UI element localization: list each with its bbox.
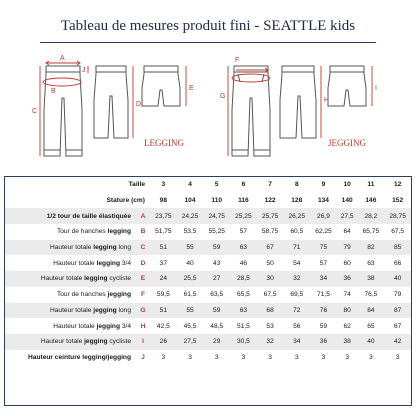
value-cell: 3: [161, 353, 166, 361]
dim-label-f: F: [235, 57, 240, 64]
row-code: H: [140, 322, 146, 330]
value-cell: 55: [177, 303, 204, 319]
value-cell: 3: [214, 353, 219, 361]
value-cell: 85: [384, 240, 411, 256]
value-cell: 87: [384, 303, 411, 319]
size-cell: 3: [161, 181, 166, 189]
value-cell: 27,5: [337, 208, 358, 224]
value-cell: 32: [283, 271, 310, 287]
value-cell: 3: [395, 353, 400, 361]
size-cell: 8: [294, 181, 299, 189]
value-cell: 37: [159, 259, 168, 267]
value-cell: 27,5: [177, 334, 204, 350]
size-cell: 7: [268, 181, 272, 189]
value-cell: 3: [268, 353, 272, 361]
value-cell: 79: [393, 291, 402, 299]
value-cell: 43: [213, 259, 221, 267]
value-cell: 50: [266, 259, 274, 267]
value-cell: 71: [283, 240, 310, 256]
row-code: A: [136, 208, 150, 224]
value-cell: 65,75: [362, 228, 380, 236]
row-label: Hauteur totale legging long: [5, 240, 136, 256]
value-cell: 51,75: [155, 228, 172, 236]
value-cell: 60: [343, 259, 351, 267]
value-cell: 38: [358, 271, 385, 287]
row-code: C: [136, 240, 150, 256]
value-cell: 24,25: [177, 208, 204, 224]
size-chart-table: [4, 176, 412, 406]
jegging-cycling-sketch: [328, 66, 366, 106]
dim-label-a: A: [60, 55, 65, 62]
value-cell: 3: [188, 353, 192, 361]
table-row: [5, 287, 411, 303]
value-cell: 3: [241, 353, 246, 361]
stature-cell: 116: [238, 197, 249, 205]
value-cell: 25,75: [257, 208, 284, 224]
value-cell: 3: [321, 353, 326, 361]
stature-cell: 110: [211, 197, 223, 205]
title-divider: [40, 42, 376, 43]
legging-caption: LEGGING: [144, 138, 184, 148]
value-cell: 67,5: [391, 228, 405, 236]
row-label: Tour de hanches legging: [56, 228, 131, 236]
value-cell: 79: [337, 240, 358, 256]
dim-label-i: I: [375, 85, 377, 92]
row-code: G: [136, 303, 150, 319]
row-label: Hauteur totale jegging 3/4: [53, 322, 131, 330]
size-cell: 4: [188, 181, 192, 189]
row-label: Tour de hanches jegging: [56, 291, 131, 299]
row-label: 1/2 tour de taille élastiquée: [5, 208, 136, 224]
value-cell: 63: [230, 303, 257, 319]
value-cell: 55,25: [208, 228, 225, 236]
value-cell: 62: [343, 322, 351, 330]
value-cell: 59,5: [156, 291, 170, 299]
value-cell: 84: [358, 303, 385, 319]
value-cell: 56: [293, 322, 301, 330]
value-cell: 51,5: [236, 322, 250, 330]
row-label: Hauteur totale jegging long: [5, 303, 136, 319]
value-cell: 80: [337, 303, 358, 319]
table-row: [5, 303, 411, 319]
value-cell: 26: [150, 334, 177, 350]
garment-diagram: [0, 50, 416, 174]
stature-cell: 122: [264, 197, 276, 205]
value-cell: 45,5: [183, 322, 197, 330]
value-cell: 69,5: [290, 291, 304, 299]
value-cell: 60,5: [290, 228, 304, 236]
stature-cell: 146: [365, 197, 377, 205]
value-cell: 40: [384, 271, 411, 287]
value-cell: 32: [257, 334, 284, 350]
size-header-label: Taille: [128, 181, 145, 189]
value-cell: 63: [230, 240, 257, 256]
value-cell: 59: [203, 240, 230, 256]
dim-label-g: G: [220, 93, 226, 100]
stature-header-label: Stature (cm): [106, 197, 145, 205]
value-cell: 63,5: [210, 291, 224, 299]
value-cell: 58,75: [261, 228, 279, 236]
size-cell: 11: [367, 181, 375, 189]
header-size-row: [5, 177, 411, 193]
size-cell: 12: [393, 181, 402, 189]
value-cell: 61,5: [183, 291, 197, 299]
row-label: Hauteur totale legging cycliste: [5, 271, 136, 287]
table-row: [5, 318, 411, 334]
value-cell: 24: [150, 271, 177, 287]
value-cell: 74: [343, 291, 351, 299]
value-cell: 51: [150, 240, 177, 256]
stature-cell: 104: [184, 197, 196, 205]
size-cell: 6: [241, 181, 246, 189]
value-cell: 54: [293, 259, 301, 267]
value-cell: 48,5: [210, 322, 224, 330]
value-cell: 26,25: [283, 208, 310, 224]
value-cell: 23,75: [150, 208, 177, 224]
value-cell: 46: [239, 259, 248, 267]
dim-label-c: C: [32, 108, 38, 115]
value-cell: 57: [239, 228, 248, 236]
stature-cell: 98: [159, 197, 168, 205]
row-label: Hauteur ceinture legging/jegging: [28, 353, 131, 361]
dim-label-h: H: [324, 97, 330, 104]
row-code: J: [141, 353, 145, 361]
value-cell: 67: [393, 322, 402, 330]
jegging-caption: JEGGING: [328, 138, 366, 148]
legging-three-quarter-sketch: [94, 66, 128, 138]
value-cell: 72: [283, 303, 310, 319]
value-cell: 51: [150, 303, 177, 319]
value-cell: 67,5: [263, 291, 277, 299]
stature-cell: 134: [317, 197, 329, 205]
table-row: [5, 350, 411, 366]
value-cell: 65: [367, 322, 375, 330]
table-row: [5, 271, 411, 287]
row-code: I: [136, 334, 150, 350]
value-cell: 28,2: [358, 208, 385, 224]
value-cell: 40: [186, 259, 194, 267]
value-cell: 40: [358, 334, 385, 350]
row-code: F: [140, 291, 146, 299]
value-cell: 62,25: [315, 228, 332, 236]
stature-cell: 128: [291, 197, 303, 205]
row-label: Hauteur totale legging 3/4: [53, 259, 131, 267]
value-cell: 28,5: [230, 271, 257, 287]
value-cell: 30: [257, 271, 284, 287]
value-cell: 71,5: [317, 291, 330, 299]
value-cell: 3: [345, 353, 350, 361]
value-cell: 27: [203, 271, 230, 287]
jegging-three-quarter-sketch: [280, 66, 316, 138]
size-cell: 5: [214, 181, 219, 189]
value-cell: 68: [257, 303, 284, 319]
value-cell: 63: [367, 259, 375, 267]
stature-cell: 152: [392, 197, 404, 205]
dim-label-j: J: [82, 67, 86, 74]
value-cell: 42,5: [156, 322, 170, 330]
header-stature-row: [5, 193, 411, 209]
dim-line-f: [232, 74, 270, 82]
value-cell: 59: [203, 303, 230, 319]
value-cell: 65,5: [236, 291, 250, 299]
value-cell: 76,5: [364, 291, 378, 299]
table-row: [5, 224, 411, 240]
value-cell: 67: [257, 240, 284, 256]
table-row: [5, 255, 411, 271]
row-label: Hauteur totale jegging cycliste: [5, 334, 136, 350]
dim-label-d: D: [136, 101, 142, 108]
dim-line-b: [43, 78, 81, 86]
value-cell: 55: [177, 240, 204, 256]
value-cell: 75: [310, 240, 337, 256]
value-cell: 3: [294, 353, 299, 361]
table-row: [5, 208, 411, 224]
size-cell: 10: [343, 181, 351, 189]
value-cell: 25,25: [230, 208, 257, 224]
value-cell: 24,75: [203, 208, 230, 224]
dim-label-e: E: [189, 85, 194, 92]
value-cell: 66: [393, 259, 402, 267]
legging-cycling-sketch: [142, 66, 180, 106]
table-row: [5, 334, 411, 350]
value-cell: 64: [343, 228, 351, 236]
value-cell: 53,5: [183, 228, 197, 236]
value-cell: 53: [266, 322, 274, 330]
value-cell: 76: [310, 303, 337, 319]
value-cell: 34: [283, 334, 310, 350]
table-row: [5, 240, 411, 256]
row-code: D: [140, 259, 146, 267]
page-title: Tableau de mesures produit fini - SEATTLE kids: [60, 18, 356, 34]
value-cell: 36: [337, 271, 358, 287]
value-cell: 34: [310, 271, 337, 287]
value-cell: 25,5: [177, 271, 204, 287]
size-cell: 9: [321, 181, 326, 189]
value-cell: 82: [358, 240, 385, 256]
value-cell: 29: [203, 334, 230, 350]
jegging-long-sketch: [232, 66, 270, 156]
value-cell: 36: [310, 334, 337, 350]
value-cell: 42: [384, 334, 411, 350]
value-cell: 30,5: [230, 334, 257, 350]
row-code: B: [140, 228, 146, 236]
row-code: E: [136, 271, 150, 287]
value-cell: 3: [369, 353, 373, 361]
value-cell: 59: [319, 322, 328, 330]
value-cell: 26,9: [310, 208, 337, 224]
dim-label-b: B: [51, 88, 56, 95]
value-cell: 28,75: [384, 208, 411, 224]
value-cell: 57: [319, 259, 328, 267]
stature-cell: 140: [341, 197, 353, 205]
value-cell: 38: [337, 334, 358, 350]
